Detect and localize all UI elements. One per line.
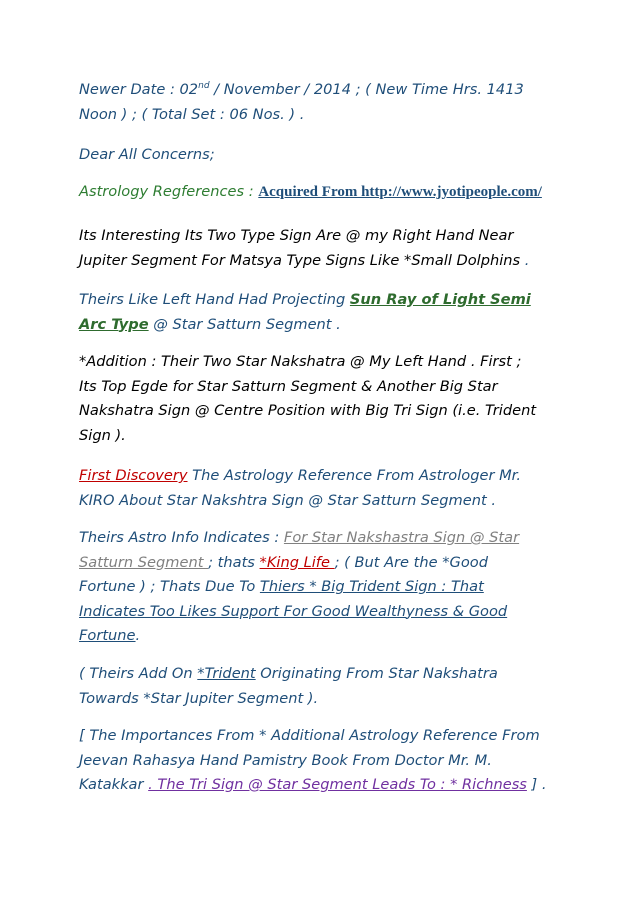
originating-text: Originating From Star Nakshatra xyxy=(255,665,498,682)
kiro-text: KIRO About Star Nakshtra Sign @ Star Satturn Segment . xyxy=(79,491,496,509)
addition-paragraph xyxy=(79,350,559,448)
add-on-text: ( Theirs Add On xyxy=(79,665,198,682)
addition-line-1: *Addition : Their Two Star Nakshatra @ My Left Hand . First ; xyxy=(79,353,522,370)
towards-text: Towards *Star Jupiter Segment ). xyxy=(79,689,319,707)
right-hand-line-2: Jupiter Segment For Matsya Type Signs Like *Small Dolphins xyxy=(79,251,521,269)
closing-bracket: ] . xyxy=(526,776,547,793)
addition-line-4: Sign ). xyxy=(79,426,126,444)
fortune-text: Fortune ) ; Thats Due To xyxy=(79,578,260,595)
first-discovery-paragraph xyxy=(79,464,559,513)
left-hand-paragraph xyxy=(79,288,559,337)
source-link[interactable]: Acquired From http://www.jyotipeople.com/ xyxy=(258,184,542,200)
addition-line-2: Its Top Egde for Star Satturn Segment & Another Big Star xyxy=(79,377,498,395)
references-paragraph xyxy=(79,180,559,205)
greeting-text: Dear All Concerns; xyxy=(79,146,215,163)
first-discovery-label: First Discovery xyxy=(79,467,188,484)
date-paragraph xyxy=(79,78,559,127)
addition-line-3: Nakshatra Sign @ Centre Position with Big Tri Sign (i.e. Trident xyxy=(79,402,537,419)
astro-info-label: Theirs Astro Info Indicates : xyxy=(79,529,284,546)
right-hand-paragraph xyxy=(79,224,559,273)
good-text: ; ( But Are the *Good xyxy=(334,553,488,571)
arc-type-highlight: Arc Type xyxy=(79,315,149,333)
wealthyness-text: Indicates Too Likes Support For Good Wealthyness & Good xyxy=(79,602,508,620)
satturn-highlight: Satturn Segment xyxy=(79,553,209,571)
sun-ray-highlight: Sun Ray of Light Semi xyxy=(349,291,531,308)
richness-highlight: . The Tri Sign @ Star Segment Leads To : * Richness xyxy=(148,776,527,793)
fortune-end: Fortune xyxy=(79,627,136,644)
left-hand-segment-text: @ Star Satturn Segment . xyxy=(148,315,341,333)
trident-sign-highlight: Thiers * Big Trident Sign : That xyxy=(259,578,484,595)
importances-paragraph xyxy=(79,724,559,798)
astro-info-paragraph xyxy=(79,526,559,649)
nakshastra-highlight: For Star Nakshastra Sign @ Star xyxy=(283,529,520,546)
importances-line-1: [ The Importances From * Additional Astrology Reference From xyxy=(79,727,540,744)
references-label: Astrology Regferences : xyxy=(79,183,259,200)
date-text: Newer Date : 02 xyxy=(79,81,199,98)
date-superscript: nd xyxy=(198,81,210,92)
first-discovery-text: The Astrology Reference From Astrologer Mr. xyxy=(187,467,521,484)
katakkar-text: Katakkar xyxy=(79,776,149,793)
trident-highlight: *Trident xyxy=(197,665,256,682)
importances-line-2: Jeevan Rahasya Hand Pamistry Book From Doctor Mr. M. xyxy=(79,751,492,769)
right-hand-line-1: Its Interesting Its Two Type Sign Are @ my Right Hand Near xyxy=(79,227,514,244)
right-hand-line-2-end: . xyxy=(520,251,530,269)
greeting-paragraph xyxy=(79,143,559,168)
fortune-period: . xyxy=(135,627,141,644)
thats-text: ; thats xyxy=(208,553,260,571)
total-set-text: Noon ) ; ( Total Set : 06 Nos. ) . xyxy=(79,105,305,123)
king-life-highlight: *King Life xyxy=(259,553,335,571)
date-text-rest: / November / 2014 ; ( New Time Hrs. 1413 xyxy=(209,81,524,98)
left-hand-text: Theirs Like Left Hand Had Projecting xyxy=(79,291,350,308)
add-on-paragraph xyxy=(79,662,559,711)
